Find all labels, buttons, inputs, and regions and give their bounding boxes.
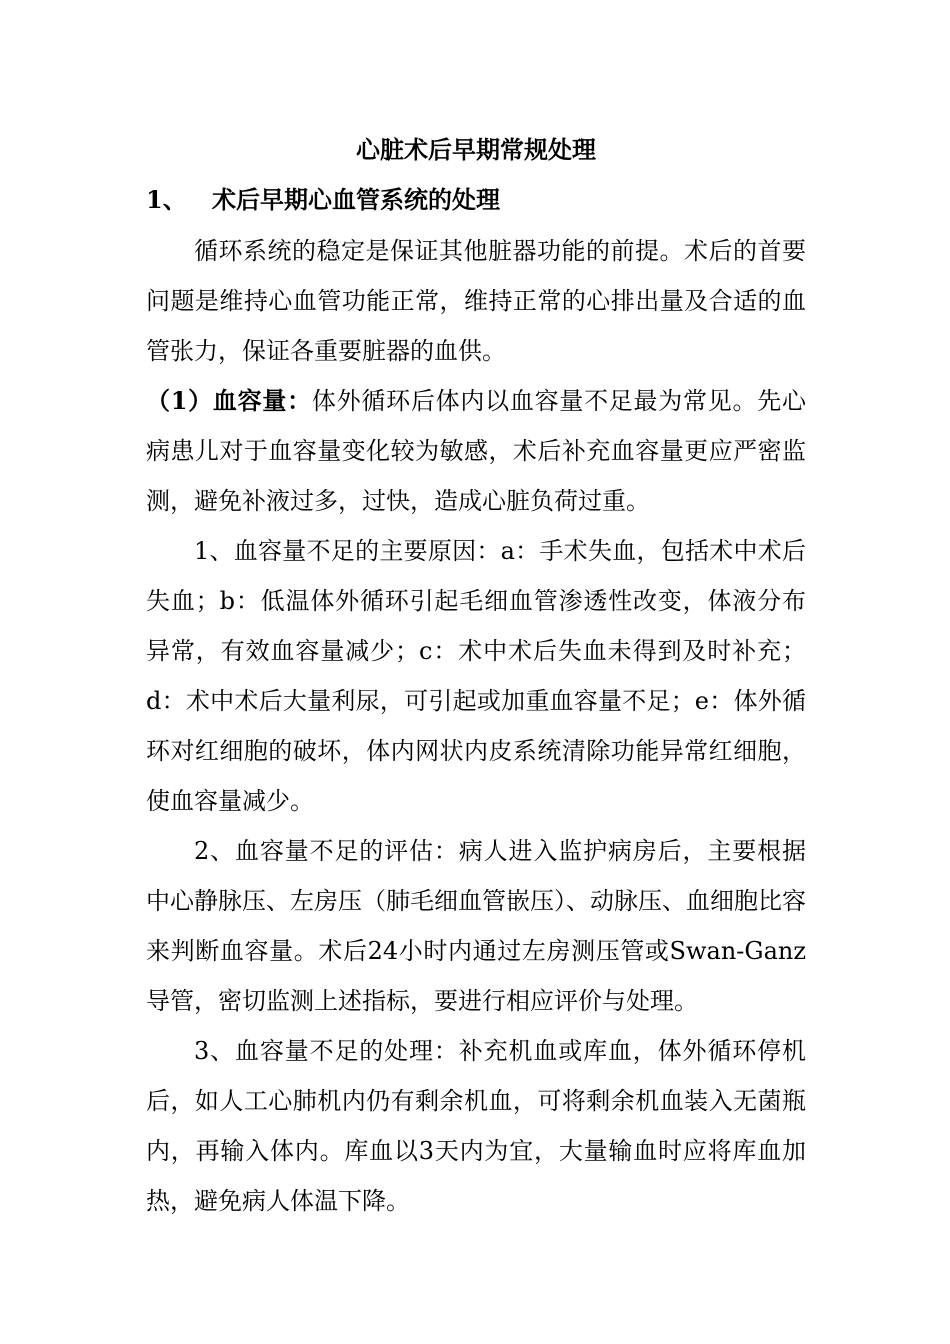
subsection-text: 体外循环后体内以血容量不足最为常见。先心病患儿对于血容量变化较为敏感，术后补充血容量更应严密监测，避免补液过多，过快，造成心脏负荷过重。 — [146, 387, 807, 515]
subsection-paragraph — [146, 376, 806, 526]
section-title: 术后早期心血管系统的处理 — [212, 185, 500, 214]
document-body — [146, 128, 806, 1226]
subsection-label: （1）血容量： — [146, 386, 312, 415]
point-paragraph-1: 1、血容量不足的主要原因：a：手术失血，包括术中术后失血；b：低温体外循环引起毛细血管渗透性改变，体液分布异常，有效血容量减少；c：术中术后失血未得到及时补充；d：术中术后大量利尿，可引起或加重血容量不足；e：体外循环对红细胞的破坏，体内网状内皮系统清除功能异常红细胞，使血容量减少。 — [146, 537, 806, 815]
document-title: 心脏术后早期常规处理 — [356, 135, 596, 164]
section-heading — [146, 178, 806, 222]
section-number: 1、 — [146, 185, 187, 214]
point-paragraph-2: 2、血容量不足的评估：病人进入监护病房后，主要根据中心静脉压、左房压（肺毛细血管嵌压）、动脉压、血细胞比容来判断血容量。术后24小时内通过左房测压管或Swan-Ganz导管，密切监测上述指标，要进行相应评价与处理。 — [146, 837, 806, 1015]
intro-paragraph: 循环系统的稳定是保证其他脏器功能的前提。术后的首要问题是维持心血管功能正常，维持正常的心排出量及合适的血管张力，保证各重要脏器的血供。 — [146, 237, 806, 365]
point-paragraph-3: 3、血容量不足的处理：补充机血或库血，体外循环停机后，如人工心肺机内仍有剩余机血，可将剩余机血装入无菌瓶内，再输入体内。库血以3天内为宜，大量输血时应将库血加热，避免病人体温下降。 — [146, 1037, 806, 1215]
